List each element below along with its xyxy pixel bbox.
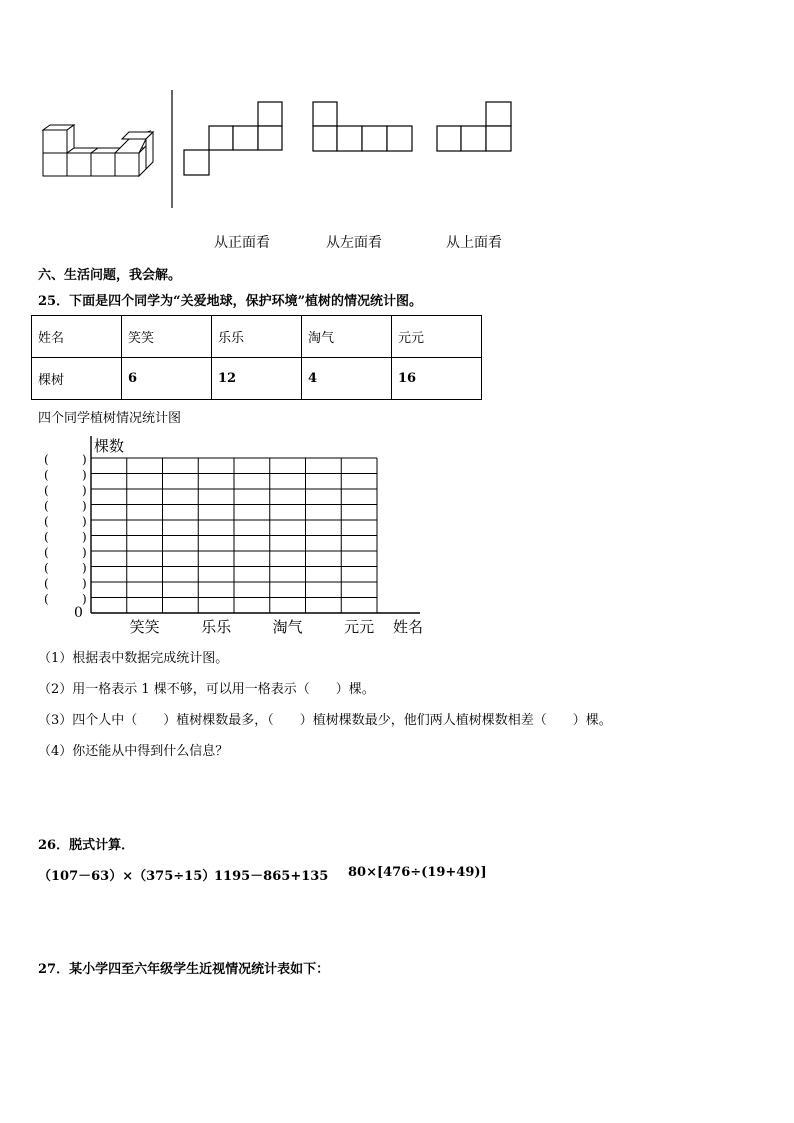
y-tick-label-left: (( ) — [44, 452, 49, 467]
q26-expr1: （107－63）×（375÷15） — [38, 869, 216, 884]
y-tick-label-left: (( ) — [44, 545, 49, 560]
origin-label: 0 — [74, 605, 83, 621]
y-tick-label-right: ) — [82, 545, 87, 560]
table-cell: 棵树 — [32, 358, 122, 400]
x-axis-title: 姓名 — [393, 618, 424, 636]
table-cell: 4 — [302, 358, 392, 400]
y-tick-label-left: (( ) — [44, 529, 49, 544]
y-tick-label-left: (( ) — [44, 467, 49, 482]
cube-figure — [40, 125, 155, 180]
x-category-label: 笑笑 — [129, 618, 160, 636]
left-view-label: 从左面看 — [326, 235, 382, 251]
y-tick-label-right: ) — [82, 591, 87, 606]
table-cell: 12 — [212, 358, 302, 400]
table-cell: 姓名 — [32, 316, 122, 358]
q25-title: 25．下面是四个同学为“关爱地球，保护环境”植树的情况统计图。 — [38, 294, 423, 309]
y-tick-label-right: ) — [82, 560, 87, 575]
q25-sub1: （1）根据表中数据完成统计图。 — [38, 651, 229, 666]
y-tick-label-left: (( ) — [44, 514, 49, 529]
front-view-grid — [183, 101, 285, 179]
q25-sub4: （4）你还能从中得到什么信息？ — [38, 744, 229, 759]
y-tick-label-left: (( ) — [44, 560, 49, 575]
y-tick-label-right: ) — [82, 498, 87, 513]
y-tick-label-right: ) — [82, 529, 87, 544]
table-cell: 笑笑 — [122, 316, 212, 358]
x-category-label: 淘气 — [272, 618, 303, 636]
table-row — [32, 358, 482, 400]
table-cell: 6 — [122, 358, 212, 400]
top-view-label: 从上面看 — [446, 235, 502, 251]
y-tick-label-right: ) — [82, 467, 87, 482]
q25-sub3: （3）四个人中（ ）植树棵数最多，（ ）植树棵数最少，他们两人植树棵数相差（ ）棵。 — [38, 713, 612, 728]
y-tick-label-right: ) — [82, 514, 87, 529]
y-tick-label-left: (( ) — [44, 483, 49, 498]
front-view-label: 从正面看 — [214, 235, 270, 251]
x-category-label: 乐乐 — [201, 618, 232, 636]
y-tick-label-right: ) — [82, 483, 87, 498]
q27-title: 27．某小学四至六年级学生近视情况统计表如下： — [38, 962, 330, 977]
chart-title: 四个同学植树情况统计图 — [38, 411, 182, 426]
table-row — [32, 316, 482, 358]
table-cell: 淘气 — [302, 316, 392, 358]
q26-expr3: 80×[476÷(19+49)] — [348, 865, 487, 880]
q25-sub2: （2）用一格表示 1 棵不够，可以用一格表示（ ）棵。 — [38, 682, 375, 697]
divider-line — [170, 90, 174, 210]
y-tick-label-right: ) — [82, 452, 87, 467]
table-cell: 元元 — [392, 316, 482, 358]
y-tick-label-left: (( ) — [44, 576, 49, 591]
y-axis-title: 棵数 — [94, 437, 125, 455]
table-cell: 16 — [392, 358, 482, 400]
bar-chart-grid — [40, 436, 430, 641]
tree-planting-table — [31, 315, 482, 400]
top-view-grid — [436, 101, 516, 155]
left-view-grid — [312, 101, 416, 155]
q26-expr2: 1195－865+135 — [214, 869, 329, 884]
y-tick-label-right: ) — [82, 576, 87, 591]
y-tick-label-left: (( ) — [44, 591, 49, 606]
table-cell: 乐乐 — [212, 316, 302, 358]
q26-title: 26．脱式计算． — [38, 838, 135, 853]
section-six-heading: 六、生活问题，我会解。 — [38, 268, 182, 283]
x-category-label: 元元 — [344, 618, 375, 636]
y-tick-label-left: (( ) — [44, 498, 49, 513]
